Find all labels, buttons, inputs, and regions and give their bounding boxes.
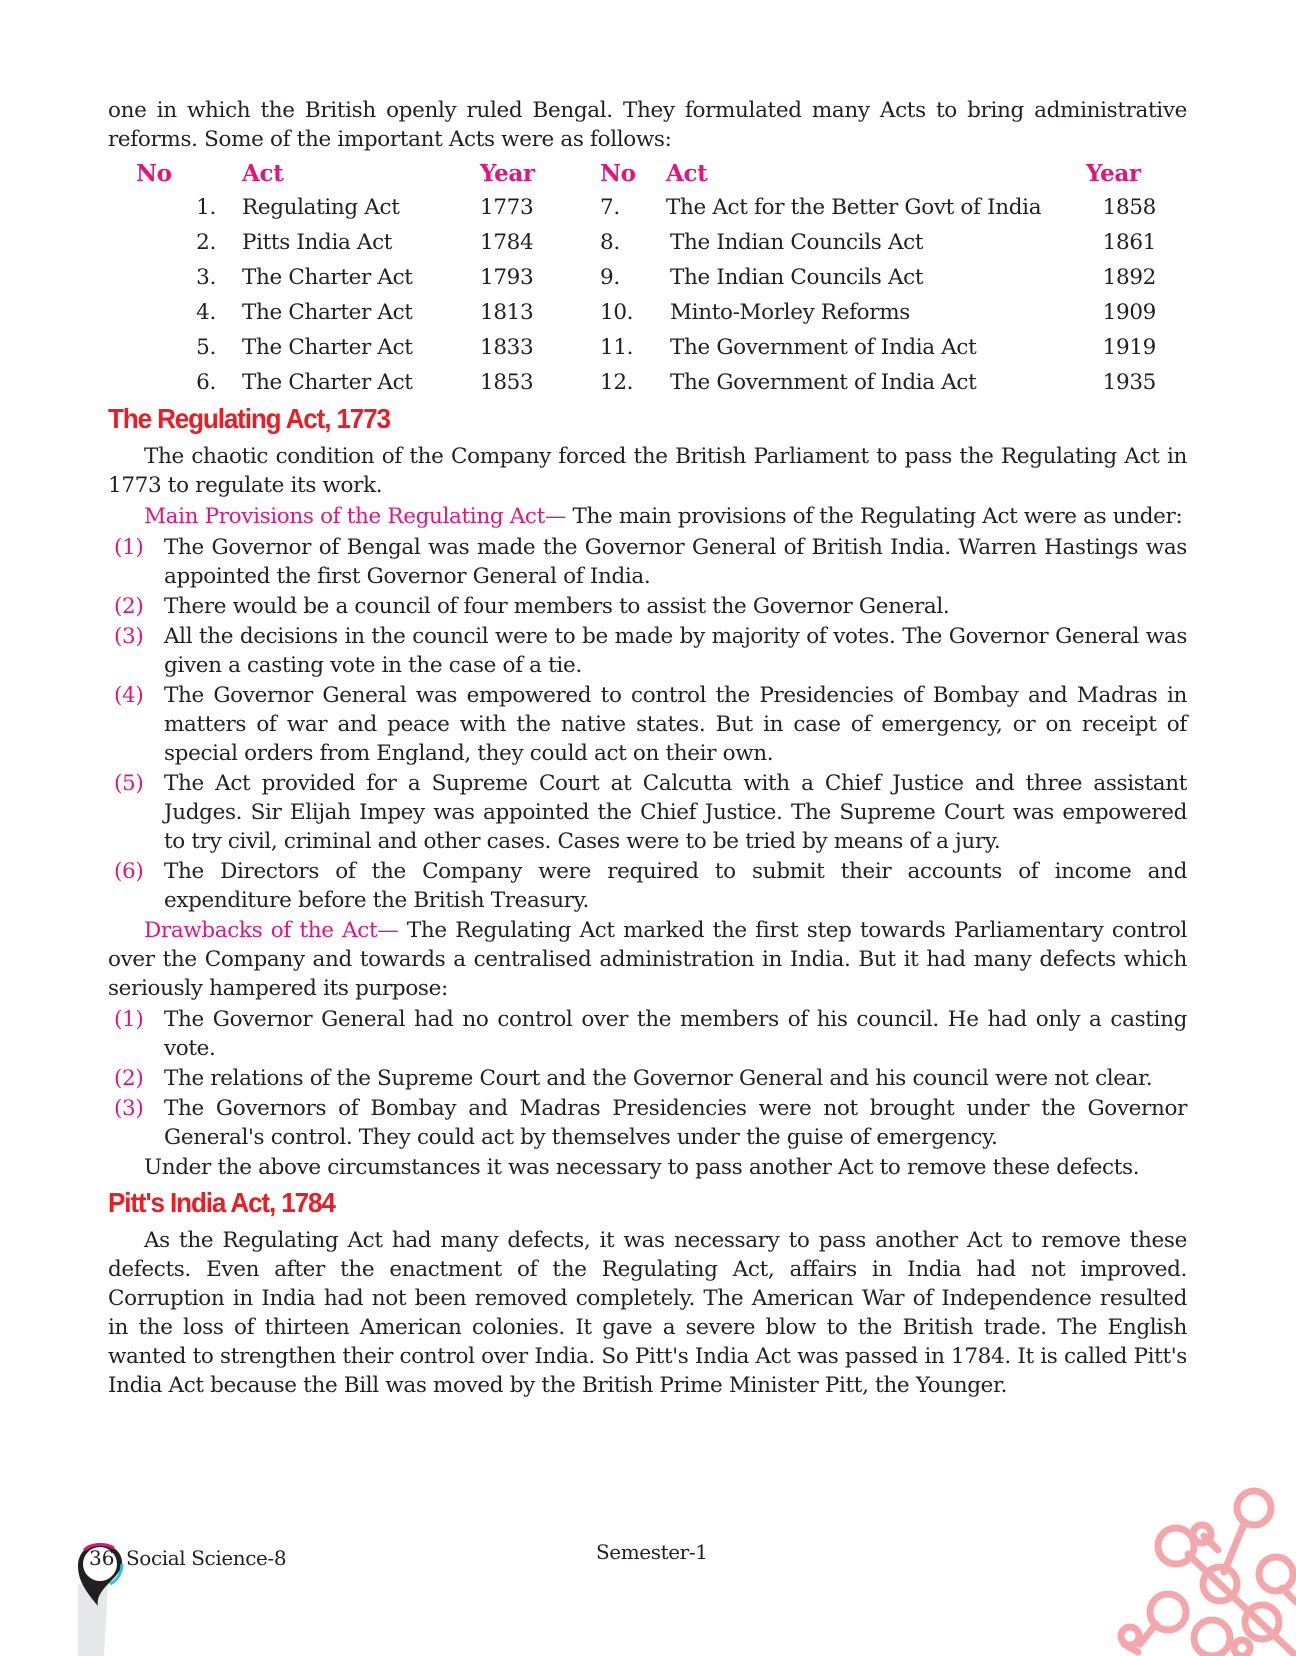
list-item [108, 622, 1187, 680]
item-text: The Directors of the Company were required to submit their accounts of income and expenditure before the British Treasury. [164, 859, 1187, 913]
act-number: 1. [196, 195, 216, 220]
table-row [108, 190, 1156, 225]
act-year: 1861 [1102, 230, 1156, 255]
item-text: There would be a council of four members to assist the Governor General. [164, 594, 950, 619]
provisions-text: The main provisions of the Regulating Act were as under: [566, 504, 1183, 529]
act-name: The Charter Act [242, 265, 413, 290]
act-year: 1793 [480, 265, 534, 290]
header-year: Year [480, 159, 535, 187]
act-name: The Charter Act [242, 335, 413, 360]
section-heading-regulating-act: The Regulating Act, 1773 [108, 403, 390, 434]
act-year: 1813 [480, 300, 534, 325]
act-number: 8. [600, 230, 620, 255]
act-number: 11. [600, 335, 634, 360]
item-text: The Governors of Bombay and Madras Presidencies were not brought under the Governor General's control. They could act by themselves under the guise of emergency. [164, 1096, 1187, 1150]
act-number: 4. [196, 300, 216, 325]
item-number: (3) [114, 624, 144, 649]
act-year: 1909 [1102, 300, 1156, 325]
act-year: 1858 [1102, 195, 1156, 220]
act-year: 1935 [1102, 370, 1156, 395]
act-number: 5. [196, 335, 216, 360]
drawbacks-label: Drawbacks of the Act— [144, 918, 399, 943]
provisions-label: Main Provisions of the Regulating Act— [144, 504, 567, 529]
book-title: Social Science-8 [126, 1546, 287, 1570]
semester-label: Semester-1 [596, 1540, 708, 1564]
act-name: The Indian Councils Act [670, 265, 924, 290]
item-text: All the decisions in the council were to be made by majority of votes. The Governor General was given a casting vote in the case of a tie. [164, 624, 1187, 678]
act-name: Minto-Morley Reforms [670, 300, 910, 325]
act-number: 3. [196, 265, 216, 290]
act-name: The Indian Councils Act [670, 230, 924, 255]
act-number: 9. [600, 265, 620, 290]
table-row [108, 330, 1156, 365]
act-name: Pitts India Act [242, 230, 393, 255]
molecule-decoration-icon [1096, 1476, 1296, 1656]
header-no: No [600, 159, 636, 187]
act-year: 1892 [1102, 265, 1156, 290]
drawbacks-intro [108, 916, 1187, 1003]
list-item [108, 1094, 1187, 1152]
item-number: (4) [114, 683, 144, 708]
list-item [108, 533, 1187, 591]
regulating-intro: The chaotic condition of the Company forced the British Parliament to pass the Regulating Act in 1773 to regulate its work. [108, 444, 1187, 498]
drawbacks-text: The Regulating Act marked the first step towards Parliamentary control over the Company and towards a centralised administration in India. But it had many defects which seriously hampered its purpose: [108, 918, 1187, 1001]
list-item [108, 1005, 1187, 1063]
page-number: 36 [89, 1546, 115, 1570]
item-number: (2) [114, 1066, 144, 1091]
item-number: (1) [114, 1007, 144, 1032]
list-item [108, 592, 1187, 621]
item-number: (2) [114, 594, 144, 619]
item-text: The Governor General had no control over the members of his council. He had only a casting vote. [164, 1007, 1187, 1061]
header-act: Act [666, 159, 708, 187]
act-year: 1853 [480, 370, 534, 395]
act-name: The Charter Act [242, 300, 413, 325]
act-year: 1773 [480, 195, 534, 220]
table-row [108, 295, 1156, 330]
list-item [108, 681, 1187, 768]
section-heading-pitts-india-act: Pitt's India Act, 1784 [108, 1187, 335, 1218]
item-text: The relations of the Supreme Court and the Governor General and his council were not clear. [164, 1066, 1153, 1091]
item-text: The Governor of Bengal was made the Governor General of British India. Warren Hastings was appointed the first Governor General of India. [164, 535, 1187, 589]
pitts-body: As the Regulating Act had many defects, it was necessary to pass another Act to remove these defects. Even after the enactment of the Regulating Act, affairs in India had not improved. Corruption in India had not been removed completely. The American War of Independence resulted in the loss of thirteen American colonies. It gave a severe blow to the British trade. The English wanted to strengthen their control over India. So Pitt's India Act was passed in 1784. It is called Pitt's India Act because the Bill was moved by the British Prime Minister Pitt, the Younger. [108, 1228, 1187, 1398]
header-no: No [136, 159, 172, 187]
act-number: 6. [196, 370, 216, 395]
act-number: 2. [196, 230, 216, 255]
list-item [108, 1064, 1187, 1093]
act-year: 1833 [480, 335, 534, 360]
act-number: 10. [600, 300, 634, 325]
drawbacks-list [108, 1005, 1187, 1152]
header-act: Act [242, 159, 284, 187]
list-item [108, 857, 1187, 915]
acts-table-header [108, 156, 1156, 190]
page-content [108, 96, 1187, 1400]
act-name: The Government of India Act [670, 335, 977, 360]
act-year: 1784 [480, 230, 534, 255]
item-number: (6) [114, 859, 144, 884]
act-year: 1919 [1102, 335, 1156, 360]
act-name: Regulating Act [242, 195, 400, 220]
item-text: The Act provided for a Supreme Court at Calcutta with a Chief Justice and three assistant Judges. Sir Elijah Impey was appointed the Chief Justice. The Supreme Court was empowered to try civil, criminal and other cases. Cases were to be tried by means of a jury. [164, 771, 1187, 854]
regulating-conclusion: Under the above circumstances it was necessary to pass another Act to remove these defects. [144, 1155, 1140, 1180]
item-number: (3) [114, 1096, 144, 1121]
intro-paragraph: one in which the British openly ruled Bengal. They formulated many Acts to bring administrative reforms. Some of the important Acts were as follows: [108, 98, 1187, 152]
provisions-intro [108, 502, 1187, 531]
item-number: (5) [114, 771, 144, 796]
table-row [108, 260, 1156, 295]
act-number: 12. [600, 370, 634, 395]
acts-table [108, 156, 1156, 400]
item-number: (1) [114, 535, 144, 560]
header-year: Year [1086, 159, 1141, 187]
item-text: The Governor General was empowered to control the Presidencies of Bombay and Madras in matters of war and peace with the native states. But in case of emergency, or on receipt of special orders from England, they could act on their own. [164, 683, 1187, 766]
act-number: 7. [600, 195, 620, 220]
list-item [108, 769, 1187, 856]
table-row [108, 225, 1156, 260]
provisions-list [108, 533, 1187, 915]
act-name: The Government of India Act [670, 370, 977, 395]
act-name: The Charter Act [242, 370, 413, 395]
table-row [108, 365, 1156, 400]
act-name: The Act for the Better Govt of India [666, 195, 1042, 220]
